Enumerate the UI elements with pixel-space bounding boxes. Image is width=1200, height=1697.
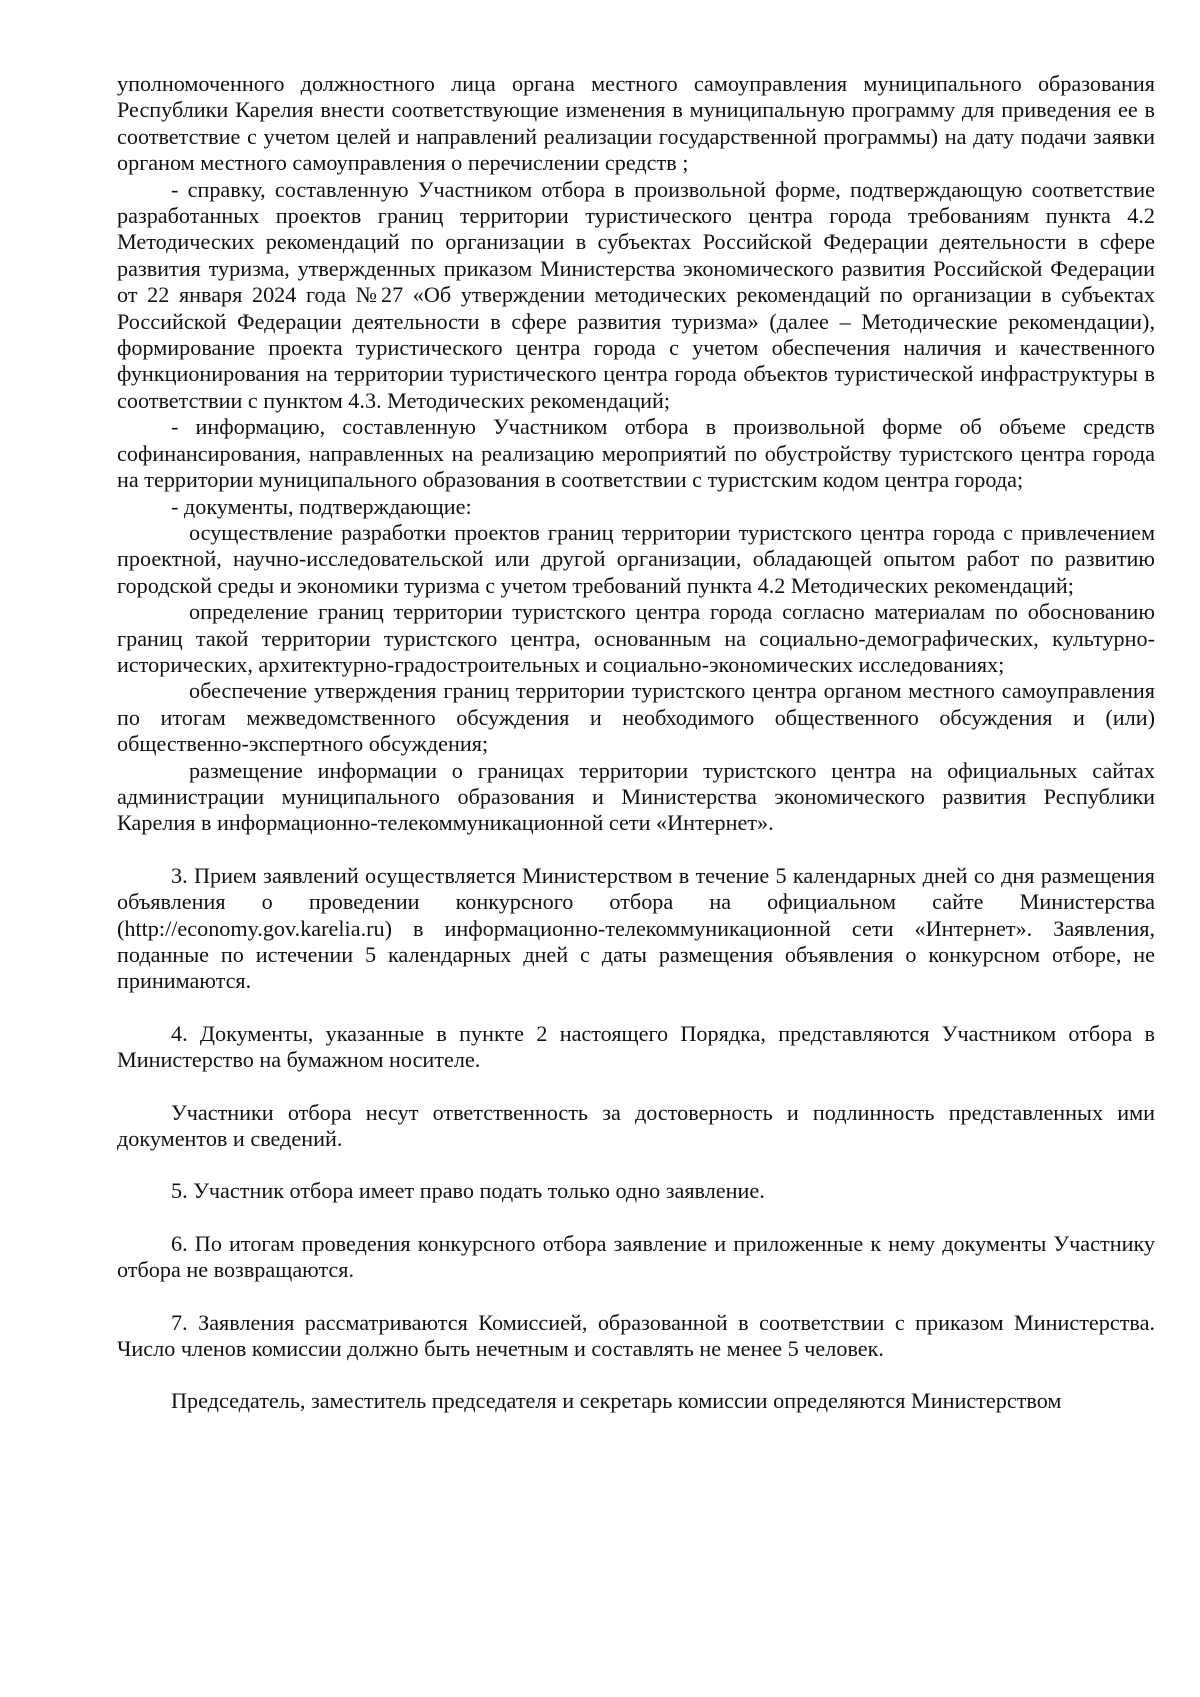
paragraph-certificate: - справку, составленную Участником отбора в произвольной форме, подтверждающую соответствие разработанных проектов границ территории туристического центра города требованиям пункта 4.2 Методических рекомендаций по организации в субъектах Российской Федерации деятельности в сфере развития туризма, утвержденных приказом Министерства экономического развития Российской Федерации от 22 января 2024 года №27 «Об утверждении методических рекомендаций по организации в субъектах Российской Федерации деятельности в сфере развития туризма» (далее – Методические рекомендации), формирование проекта туристического центра города с учетом обеспечения наличия и качественного функционирования на территории туристического центра города объектов туристической инфраструктуры в соответствии с пунктом 4.3. Методических рекомендаций; xyxy=(117,176,1155,413)
paragraph-item-3: 3. Прием заявлений осуществляется Министерством в течение 5 календарных дней со дня размещения объявления о проведении конкурсного отбора на официальном сайте Министерства (http://economy.gov.karelia.ru) в информационно-телекоммуникационной сети «Интернет». Заявления, поданные по истечении 5 календарных дней с даты размещения объявления о конкурсном отборе, не принимаются. xyxy=(117,862,1155,994)
paragraph-item-4: 4. Документы, указанные в пункте 2 настоящего Порядка, представляются Участником отбора в Министерство на бумажном носителе. xyxy=(117,1020,1155,1073)
paragraph-boundary-definition: определение границ территории туристского центра города согласно материалам по обоснованию границ такой территории туристского центра, основанным на социально-демографических, культурно-исторических, архитектурно-градостроительных и социально-экономических исследованиях; xyxy=(117,599,1155,677)
paragraph-item-6: 6. По итогам проведения конкурсного отбора заявление и приложенные к нему документы Участнику отбора не возвращаются. xyxy=(117,1230,1155,1283)
paragraph-responsibility: Участники отбора несут ответственность за достоверность и подлинность представленных ими документов и сведений. xyxy=(117,1099,1155,1152)
paragraph-boundary-projects: осуществление разработки проектов границ территории туристского центра города с привлечением проектной, научно-исследовательской или другой организации, обладающей опытом работ по развитию городской среды и экономики туризма с учетом требований пункта 4.2 Методических рекомендаций; xyxy=(117,519,1155,598)
paragraph-boundary-approval: обеспечение утверждения границ территории туристского центра органом местного самоуправления по итогам межведомственного обсуждения и необходимого общественного обсуждения и (или) общественно-экспертного обсуждения; xyxy=(117,678,1155,757)
paragraph-continuation: уполномоченного должностного лица органа местного самоуправления муниципального образования Республики Карелия внести соответствующие изменения в муниципальную программу для приведения ее в соответствие с учетом целей и направлений реализации государственной программы) на дату подачи заявки органом местного самоуправления о перечислении средств ; xyxy=(117,71,1155,176)
paragraph-cofinancing-info: - информацию, составленную Участником отбора в произвольной форме об объеме средств софинансирования, направленных на реализацию мероприятий по обустройству туристского центра города на территории муниципального образования в соответствии с туристским кодом центра города; xyxy=(117,414,1155,493)
paragraph-confirming-documents: - документы, подтверждающие: xyxy=(171,493,472,519)
paragraph-commission-chair: Председатель, заместитель председателя и секретарь комиссии определяются Министерством xyxy=(171,1388,1062,1414)
document-body xyxy=(117,71,1155,1415)
paragraph-boundary-publication: размещение информации о границах территории туристского центра на официальных сайтах администрации муниципального образования и Министерства экономического развития Республики Карелия в информационно-телекоммуникационной сети «Интернет». xyxy=(117,757,1155,836)
paragraph-item-7: 7. Заявления рассматриваются Комиссией, образованной в соответствии с приказом Министерства. Число членов комиссии должно быть нечетным и составлять не менее 5 человек. xyxy=(117,1309,1155,1362)
paragraph-item-5: 5. Участник отбора имеет право подать только одно заявление. xyxy=(171,1178,765,1204)
